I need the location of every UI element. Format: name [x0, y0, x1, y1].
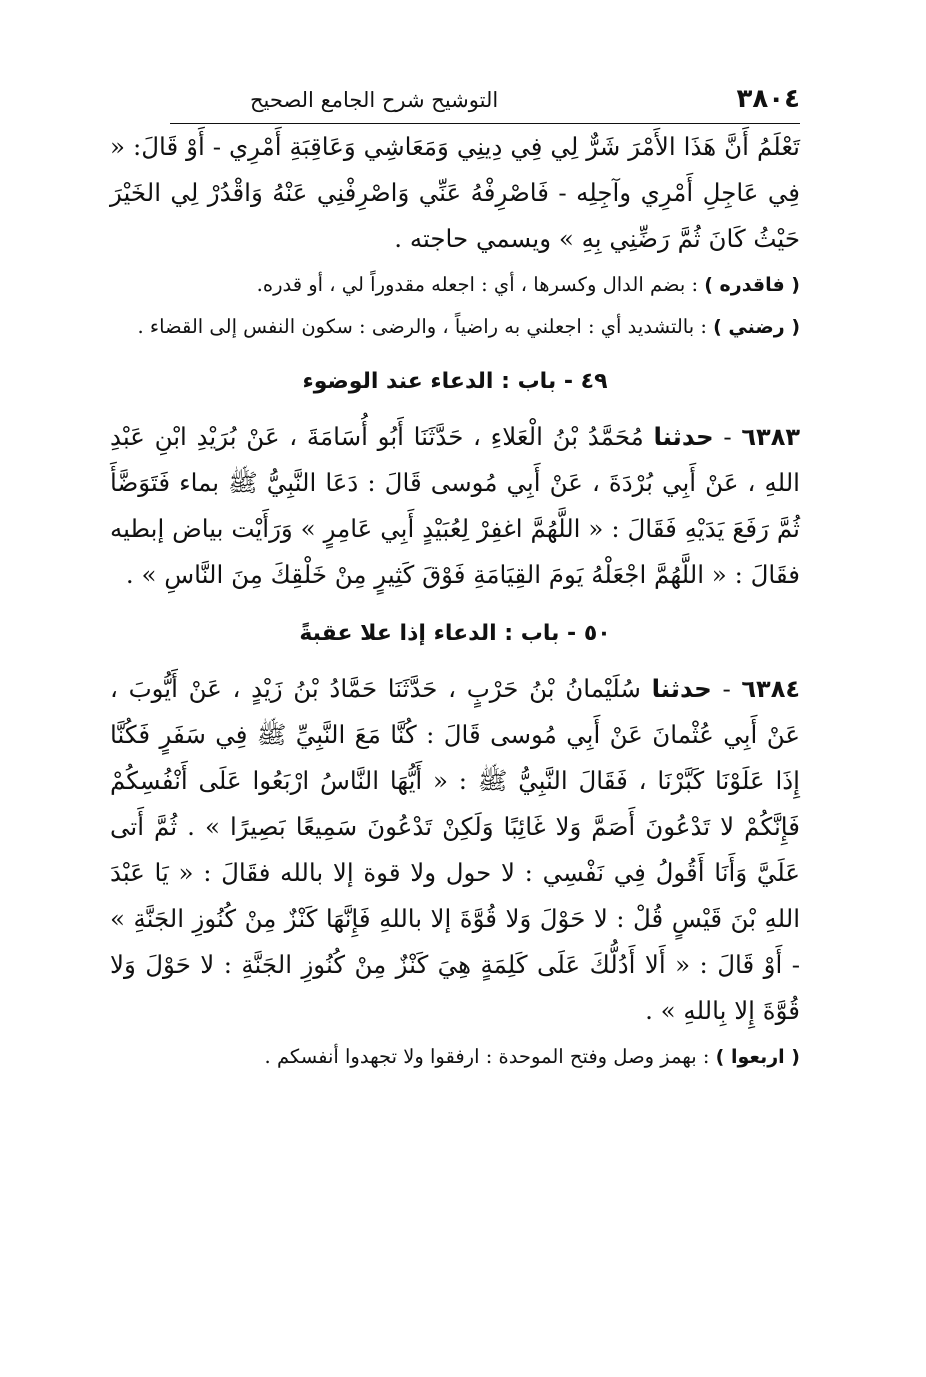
hadith-number: ٦٣٨٣ [741, 423, 800, 451]
note-term: ( رضني ) [713, 316, 800, 338]
hadith-6383 [110, 414, 800, 598]
page-header [110, 78, 800, 124]
hadith-text: مُحَمَّدُ بْنُ الْعَلاءِ ، حَدَّثَنَا أَبُو أُسَامَةَ ، عَنْ بُرَيْدِ ابْنِ عَبْدِ اللهِ ، عَنْ أَبِي بُرْدَةَ ، عَنْ أَبِي مُوسى قَالَ : دَعَا النَّبِيُّ ﷺ بماء فَتَوَضَّأَ ثُمَّ رَفَعَ يَدَيْهِ فَقَالَ : « اللَّهُمَّ اغفِرْ لِعُبَيْدٍ أَبِي عَامِرٍ » وَرَأَيْت بياض إبطيه فقَالَ : « اللَّهُمَّ اجْعَلْهُ يَومَ القِيَامَةِ فَوْقَ كَثِيرٍ مِنْ خَلْقِكَ مِنَ النَّاسِ » . [110, 422, 800, 589]
footnote-irbau [110, 1038, 800, 1076]
footnote-faqdirhu [110, 266, 800, 304]
intro-paragraph: تَعْلَمُ أَنَّ هَذَا الأَمْرَ شَرٌّ لِي فِي دِينِي وَمَعَاشِي وَعَاقِبَةِ أَمْرِي - أَوْ قَالَ: « فِي عَاجِلِ أَمْرِي وآجِلِه - فَاصْرِفْهُ عَنِّي وَاصْرِفْنِي عَنْهُ وَاقْدُرْ لِي الخَيْرَ حَيْثُ كَانَ ثُمَّ رَضِّنِي بِهِ » ويسمي حاجته . [110, 132, 800, 253]
hadith-dash: - [711, 674, 742, 703]
hadith-6384 [110, 666, 800, 1034]
note-text: : بهمز وصل وفتح الموحدة : ارفقوا ولا تجهدوا أنفسكم . [264, 1045, 716, 1068]
note-text: : بضم الدال وكسرها ، أي : اجعله مقدوراً لي ، أو قدره. [256, 273, 705, 296]
running-title: التوشيح شرح الجامع الصحيح [250, 88, 499, 112]
page-number: ٣٨٠٤ [736, 84, 800, 114]
chapter-heading-50: ٥٠ - باب : الدعاء إذا علا عقبةً [299, 621, 611, 646]
chapter-heading-49: ٤٩ - باب : الدعاء عند الوضوء [302, 369, 608, 394]
haddathana-word: حدثنا [651, 674, 712, 703]
header-rule [170, 123, 800, 124]
note-term: ( اربعوا ) [715, 1046, 800, 1068]
hadith-number: ٦٣٨٤ [741, 675, 800, 703]
footnote-raddini [110, 308, 800, 346]
note-term: ( فاقدره ) [704, 274, 800, 296]
hadith-text: سُلَيْمانُ بْنُ حَرْبٍ ، حَدَّثَنَا حَمَّادُ بْنُ زَيْدٍ ، عَنْ أَيُّوبَ ، عَنْ أَبِي عُثْمانَ عَنْ أَبِي مُوسى قَالَ : كُنَّا مَعَ النَّبِيِّ ﷺ فِي سَفَرٍ فَكُنَّا إِذَا عَلَوْنَا كَبَّرْنَا ، فَقَالَ النَّبِيُّ ﷺ : « أَيُّهَا النَّاسُ ارْبَعُوا عَلَى أَنْفُسِكُمْ فَإِنَّكُمْ لا تَدْعُونَ أَصَمَّ وَلا غَائِبًا وَلَكِنْ تَدْعُونَ سَمِيعًا بَصِيرًا » . ثُمَّ أَتى عَلَيَّ وَأَنَا أَقُولُ فِي نَفْسِي : لا حول ولا قوة إلا بالله فقَالَ : « يَا عَبْدَ اللهِ بْنَ قَيْسٍ قُلْ : لا حَوْلَ وَلا قُوَّةَ إلا باللهِ فَإِنَّهَا كَنْزٌ مِنْ كُنُوزِ الجَنَّةِ » - أَوْ قَالَ : « أَلا أَدُلُّكَ عَلَى كَلِمَةٍ هِيَ كَنْزٌ مِنْ كُنُوزِ الجَنَّةِ : لا حَوْلَ وَلا قُوَّةَ إِلا بِاللهِ » . [110, 674, 800, 1025]
haddathana-word: حدثنا [653, 422, 714, 451]
hadith-dash: - [713, 422, 742, 451]
book-page [110, 78, 800, 1076]
note-text: : بالتشديد أي : اجعلني به راضياً ، والرضى : سكون النفس إلى القضاء . [137, 315, 714, 338]
